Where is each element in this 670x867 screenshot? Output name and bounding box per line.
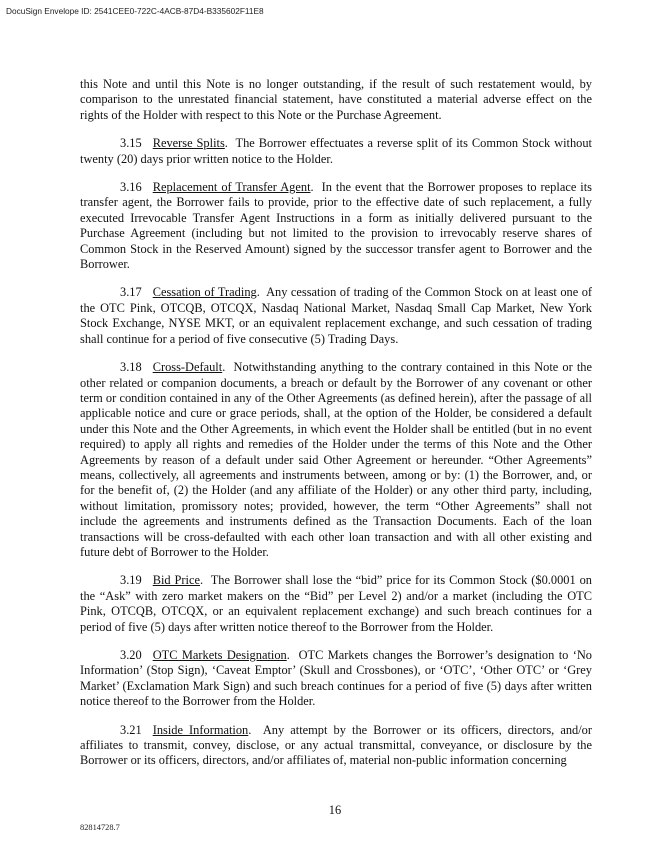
section-number: 3.18	[120, 360, 142, 375]
section-text: Notwithstanding anything to the contrary contained in this Note or the other related or companion documents, a breach or default by the Borrower of any covenant or other term or condition contained in any of the Other Agreements (as defined herein), after the passage of all applicable notice and cure or grace periods, shall, at the option of the Holder, be considered a default under this Note and the Other Agreements, in which event the Holder shall be entitled (but in no event required) to apply all rights and remedies of the Holder under the terms of this Note and the Other Agreements by reason of a default under said Other Agreement or hereunder. “Other Agreements” means, collectively, all agreements and instruments between, among or by: (1) the Borrower, and, or for the benefit of, (2) the Holder (and any affiliate of the Holder) or any other third party, including, without limitation, promissory notes; provided, however, the term “Other Agreements” shall not include the agreements and instruments defined as the Transaction Documents. Each of the loan transactions will be cross-defaulted with each other loan transaction and with all other existing and future debt of Borrower to the Holder.	[80, 360, 592, 559]
section-number: 3.20	[120, 648, 142, 662]
continued-paragraph: this Note and until this Note is no longer outstanding, if the result of such restatement would, by comparison to the unrestated financial statement, have constituted a material adverse effect on the rights of the Holder with respect to this Note or the Purchase Agreement.	[80, 77, 592, 122]
section-text: The Borrower shall lose the “bid” price for its Common Stock ($0.0001 on the “Ask” with zero market makers on the “Bid” per Level 2) and/or a market (including the OTC Pink, OTCQB, OTCQX, or an equivalent replacement exchange) and such breach continues for a period of five (5) days after written notice thereof to the Borrower from the Holder.	[80, 573, 592, 634]
section-heading: OTC Markets Designation	[152, 648, 287, 662]
section-text: Any cessation of trading of the Common Stock on at least one of the OTC Pink, OTCQB, OTCQX, Nasdaq National Market, Nasdaq Small Cap Market, New York Stock Exchange, NYSE MKT, or an equivalent replacement exchange, and such cessation of trading shall continue for a period of five consecutive (5) Trading Days.	[80, 285, 593, 346]
section-heading: Reverse Splits	[152, 136, 225, 151]
section-heading: Inside Information	[152, 722, 249, 737]
section-number: 3.15	[120, 136, 142, 151]
section-heading: Cessation of Trading	[152, 285, 257, 300]
section-text: The Borrower effectuates a reverse split of its Common Stock without twenty (20) days prior written notice to the Holder.	[80, 136, 592, 166]
section-text: OTC Markets changes the Borrower’s designation to ‘No Information’ (Stop Sign), ‘Caveat Emptor’ (Skull and Crossbones), or ‘OTC’, ‘Other OTC’ or ‘Grey Market’ (Exclamation Mark Sign) and such breach continues for a period of five (5) days after written notice thereof to the Borrower from the Holder.	[80, 648, 592, 709]
document-id: 82814728.7	[80, 823, 120, 832]
section-3-20: 3.20 OTC Markets Designation. OTC Markets changes the Borrower’s designation to ‘No Information’ (Stop Sign), ‘Caveat Emptor’ (Skull and Crossbones), or ‘OTC’, ‘Other OTC’ or ‘Grey Market’ (Exclamation Mark Sign) and such breach continues for a period of five (5) days after written notice thereof to the Borrower from the Holder.	[80, 648, 592, 709]
section-3-19: 3.19 Bid Price. The Borrower shall lose the “bid” price for its Common Stock ($0.0001 on the “Ask” with zero market makers on the “Bid” per Level 2) and/or a market (including the OTC Pink, OTCQB, OTCQX, or an equivalent replacement exchange) and such breach continues for a period of five (5) days after written notice thereof to the Borrower from the Holder.	[80, 573, 592, 634]
section-heading: Replacement of Transfer Agent	[152, 180, 311, 195]
docusign-envelope-id: DocuSign Envelope ID: 2541CEE0-722C-4ACB-87D4-B335602F11E8	[6, 6, 264, 16]
section-3-15: 3.15 Reverse Splits. The Borrower effectuates a reverse split of its Common Stock without twenty (20) days prior written notice to the Holder.	[80, 136, 592, 166]
section-3-18: 3.18 Cross-Default. Notwithstanding anything to the contrary contained in this Note or the other related or companion documents, a breach or default by the Borrower of any covenant or other term or condition contained in any of the Other Agreements (as defined herein), after the passage of all applicable notice and cure or grace periods, shall, at the option of the Holder, be considered a default under this Note and the Other Agreements, in which event the Holder shall be entitled (but in no event required) to apply all rights and remedies of the Holder under the terms of this Note and the Other Agreements by reason of a default under said Other Agreement or hereunder. “Other Agreements” means, collectively, all agreements and instruments between, among or by: (1) the Borrower, and, or for the benefit of, (2) the Holder (and any affiliate of the Holder) or any other third party, including, without limitation, promissory notes; provided, however, the term “Other Agreements” shall not include the agreements and instruments defined as the Transaction Documents. Each of the loan transactions will be cross-defaulted with each other loan transaction and with all other existing and future debt of Borrower to the Holder.	[80, 360, 592, 559]
page-number: 16	[328, 803, 342, 817]
section-number: 3.19	[120, 573, 142, 588]
section-text: Any attempt by the Borrower or its officers, directors, and/or affiliates to transmit, convey, disclose, or any actual transmittal, conveyance, or disclosure by the Borrower or its officers, directors, and/or affiliates of, material non-public information concerning	[80, 722, 593, 768]
section-3-21: 3.21 Inside Information. Any attempt by the Borrower or its officers, directors, and/or affiliates to transmit, convey, disclose, or any actual transmittal, conveyance, or disclosure by the Borrower or its officers, directors, and/or affiliates of, material non-public information concerning	[80, 722, 593, 768]
section-number: 3.21	[120, 722, 142, 737]
section-number: 3.17	[120, 285, 142, 300]
section-3-17: 3.17 Cessation of Trading. Any cessation of trading of the Common Stock on at least one of the OTC Pink, OTCQB, OTCQX, Nasdaq National Market, Nasdaq Small Cap Market, New York Stock Exchange, NYSE MKT, or an equivalent replacement exchange, and such cessation of trading shall continue for a period of five consecutive (5) Trading Days.	[80, 285, 593, 346]
document-body	[80, 77, 592, 782]
section-heading: Bid Price	[152, 573, 200, 588]
section-3-16: 3.16 Replacement of Transfer Agent. In the event that the Borrower proposes to replace its transfer agent, the Borrower fails to provide, prior to the effective date of such replacement, a fully executed Irrevocable Transfer Agent Instructions in a form as initially delivered pursuant to the Purchase Agreement (including but not limited to the provision to irrevocably reserve shares of Common Stock in the Reserved Amount) signed by the successor transfer agent to Borrower and the Borrower.	[80, 180, 592, 272]
section-number: 3.16	[120, 180, 142, 195]
section-text: In the event that the Borrower proposes to replace its transfer agent, the Borrower fails to provide, prior to the effective date of such replacement, a fully executed Irrevocable Transfer Agent Instructions in a form as initially delivered pursuant to the Purchase Agreement (including but not limited to the provision to irrevocably reserve shares of Common Stock in the Reserved Amount) signed by the successor transfer agent to Borrower and the Borrower.	[80, 180, 592, 272]
section-heading: Cross-Default	[152, 360, 223, 375]
